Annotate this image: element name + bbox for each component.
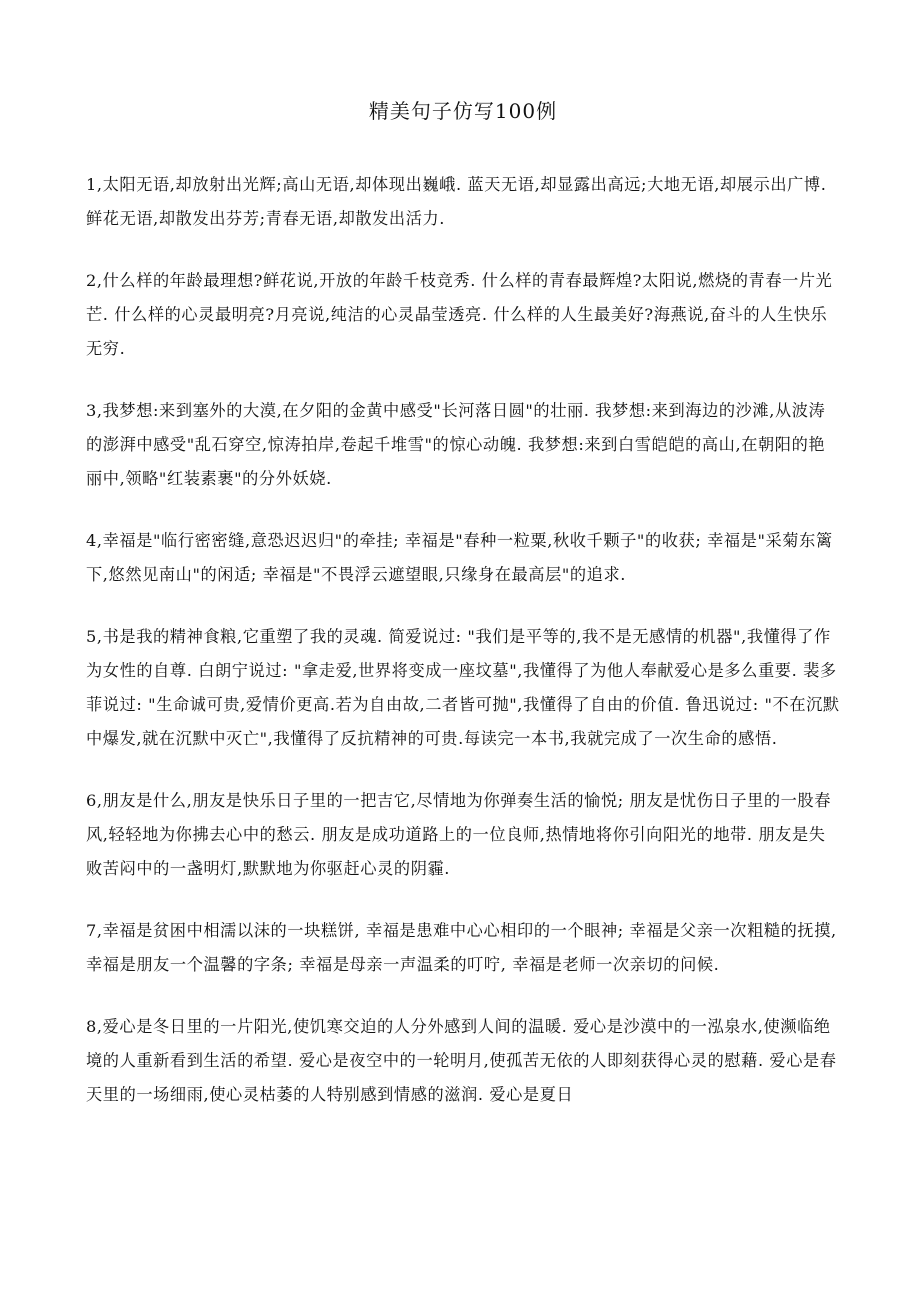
paragraph-7: 7,幸福是贫困中相濡以沫的一块糕饼, 幸福是患难中心心相印的一个眼神; 幸福是父亲一次粗糙的抚摸, 幸福是朋友一个温馨的字条; 幸福是母亲一声温柔的叮咛, 幸福是老师一次亲切的问候. [86,921,837,974]
paragraph-8: 8,爱心是冬日里的一片阳光,使饥寒交迫的人分外感到人间的温暖. 爱心是沙漠中的一泓泉水,使濒临绝境的人重新看到生活的希望. 爱心是夜空中的一轮明月,使孤苦无依的人即刻获得心灵的慰藉. 爱心是春天里的一场细雨,使心灵枯萎的人特别感到情感的滋润. 爱心是夏日 [86,1017,837,1104]
paragraph-2: 2,什么样的年龄最理想?鲜花说,开放的年龄千枝竞秀. 什么样的青春最辉煌?太阳说,燃烧的青春一片光芒. 什么样的心灵最明亮?月亮说,纯洁的心灵晶莹透亮. 什么样的人生最美好?海燕说,奋斗的人生快乐无穷. [86,271,833,358]
paragraph-3: 3,我梦想:来到塞外的大漠,在夕阳的金黄中感受"长河落日圆"的壮丽. 我梦想:来到海边的沙滩,从波涛的澎湃中感受"乱石穿空,惊涛拍岸,卷起千堆雪"的惊心动魄. 我梦想:来到白雪皑皑的高山,在朝阳的艳丽中,领略"红装素裹"的分外妖娆. [86,401,826,488]
paragraph-4: 4,幸福是"临行密密缝,意恐迟迟归"的牵挂; 幸福是"春种一粒粟,秋收千颗子"的收获; 幸福是"采菊东篱下,悠然见南山"的闲适; 幸福是"不畏浮云遮望眼,只缘身在最高层"的追求. [86,531,833,584]
document-title: 精美句子仿写100例 [368,99,558,123]
paragraph-1: 1,太阳无语,却放射出光辉;高山无语,却体现出巍峨. 蓝天无语,却显露出高远;大地无语,却展示出广博. 鲜花无语,却散发出芬芳;青春无语,却散发出活力. [86,175,827,228]
paragraph-6: 6,朋友是什么,朋友是快乐日子里的一把吉它,尽情地为你弹奏生活的愉悦; 朋友是忧伤日子里的一股春风,轻轻地为你拂去心中的愁云. 朋友是成功道路上的一位良师,热情地将你引向阳光的地带. 朋友是失败苦闷中的一盏明灯,默默地为你驱赶心灵的阴霾. [86,791,832,878]
paragraph-5: 5,书是我的精神食粮,它重塑了我的灵魂. 简爱说过: "我们是平等的,我不是无感情的机器",我懂得了作为女性的自尊. 白朗宁说过: "拿走爱,世界将变成一座坟墓",我懂得了为他人奉献爱心是多么重要. 裴多菲说过: "生命诚可贵,爱情价更高.若为自由故,二者皆可抛",我懂得了自由的价值. 鲁迅说过: "不在沉默中爆发,就在沉默中灭亡",我懂得了反抗精神的可贵.每读完一本书,我就完成了一次生命的感悟. [86,627,840,748]
